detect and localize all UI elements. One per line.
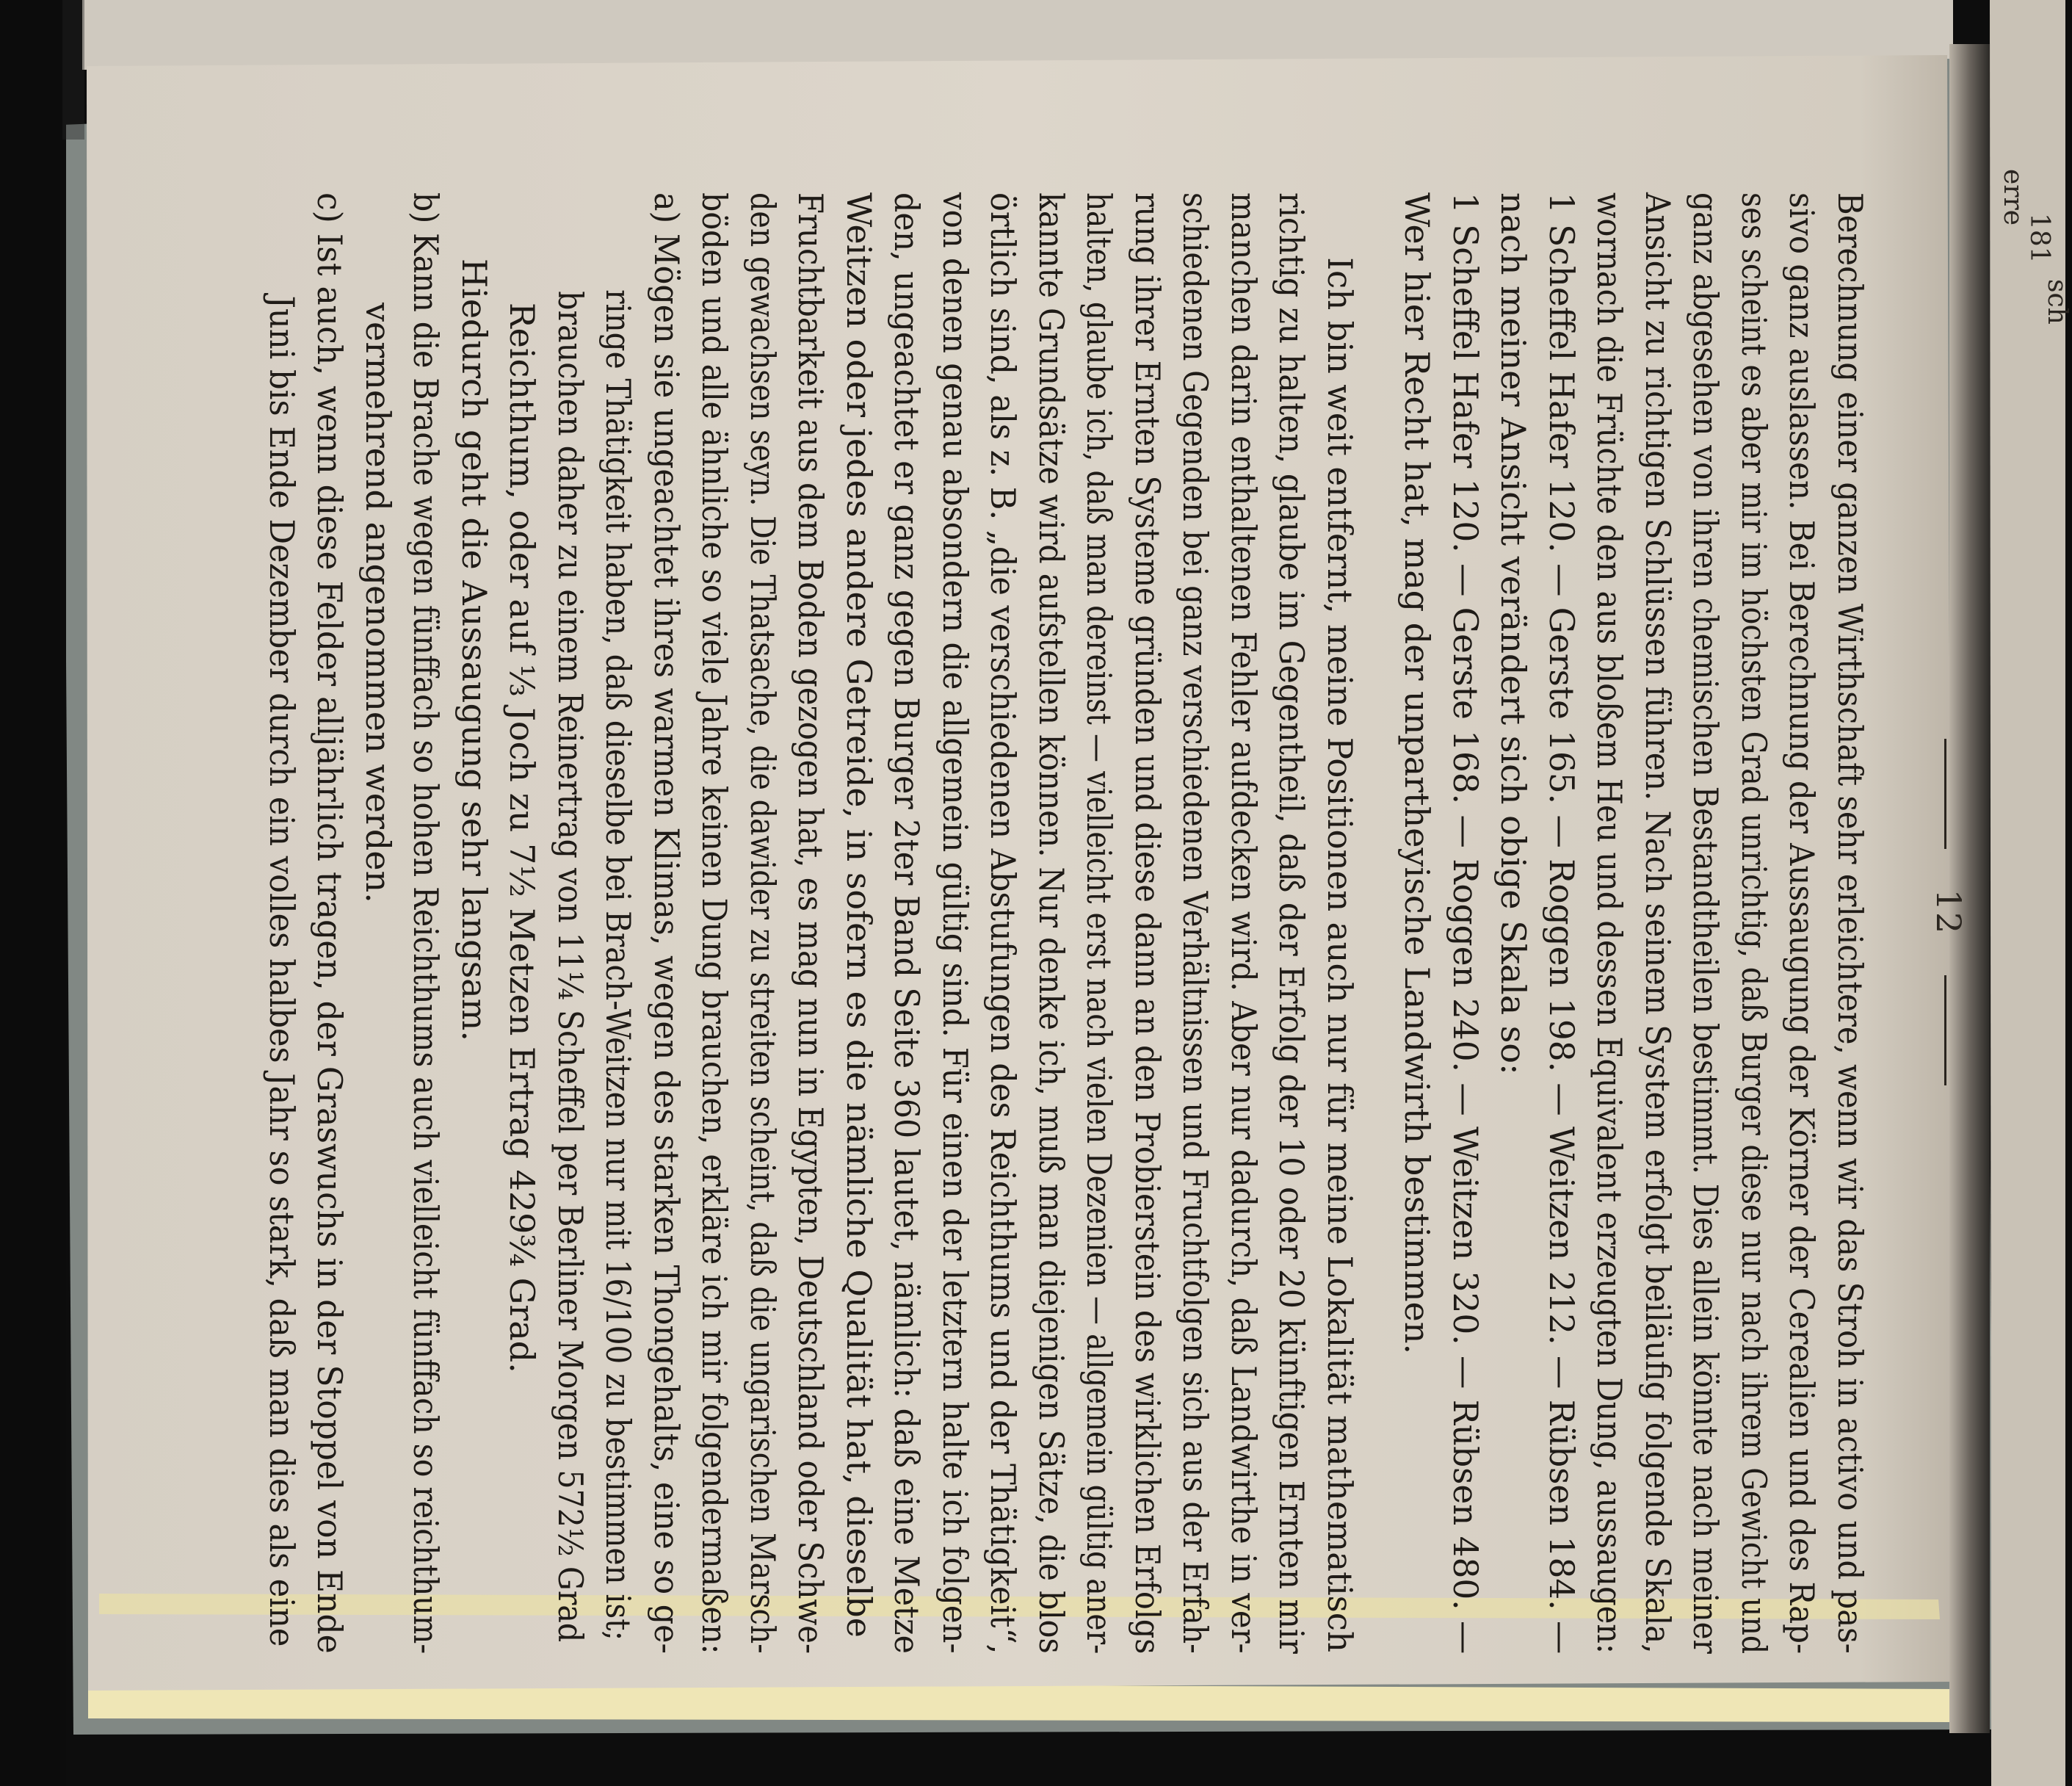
text-line bbox=[355, 192, 401, 1654]
text-line-content: Weitzen oder jedes andere Getreide, in sofern es die nämliche Qualität hat, dieselbe bbox=[839, 192, 879, 1638]
text-line bbox=[885, 192, 930, 1654]
text-line bbox=[1395, 192, 1441, 1654]
text-line-content: Ich bin weit entfernt, meine Positionen auch nur für meine Lokalität mathematisch bbox=[1320, 257, 1360, 1653]
facing-fragment: 181 bbox=[2024, 213, 2054, 264]
text-line bbox=[1635, 192, 1681, 1654]
facing-page-text bbox=[1998, 0, 2072, 1786]
text-line bbox=[1221, 192, 1267, 1654]
text-line bbox=[1828, 192, 1873, 1654]
text-line bbox=[1491, 192, 1537, 1654]
text-line-content: 1 Scheffel Hafer 120. — Gerste 168. — Roggen 240. — Weitzen 320. — Rübsen 480. — bbox=[1446, 192, 1485, 1655]
text-line-content: a) Mögen sie ungeachtet ihres warmen Klimas, wegen des starken Thongehalts, eine so ge- bbox=[647, 192, 687, 1654]
text-line-content: sivo ganz auslassen. Bei Berechnung der Aussaugung der Körner der Cerealien und des Rap- bbox=[1782, 192, 1822, 1655]
text-line bbox=[500, 192, 546, 1654]
text-line bbox=[1029, 192, 1074, 1654]
text-line-content: böden und alle ähnliche so viele Jahre keinen Dung brauchen, erkläre ich mir folgendermaßen: bbox=[695, 192, 735, 1655]
text-line-content: brauchen daher zu einem Reinertrag von 11¼ Scheffel per Berliner Morgen 572½ Grad bbox=[551, 291, 590, 1643]
text-line bbox=[1587, 192, 1633, 1654]
facing-fragment: erre bbox=[1998, 169, 2028, 226]
page-text-block bbox=[81, 90, 1983, 1735]
text-line-content: Juni bis Ende Dezember durch ein volles halbes Jahr so stark, daß man dies als eine bbox=[262, 295, 302, 1647]
text-line bbox=[404, 192, 449, 1654]
text-line bbox=[596, 192, 642, 1654]
page-number-row bbox=[1929, 90, 1968, 1735]
text-line bbox=[308, 192, 353, 1654]
text-line-content: Berechnung einer ganzen Wirthschaft sehr erleichtere, wenn wir das Stroh in activo und pas- bbox=[1830, 192, 1870, 1654]
text-line bbox=[1269, 192, 1315, 1654]
text-line-content: ganz abgesehen von ihren chemischen Bestandtheilen bestimmt. Dies allein könnte nach meiner bbox=[1686, 192, 1726, 1654]
text-line-content: Wer hier Recht hat, mag der unpartheyische Landwirth bestimmen. bbox=[1397, 192, 1438, 1355]
text-line bbox=[1780, 192, 1825, 1654]
text-line-content: kannte Grundsätze wird aufstellen können. Nur denke ich, muß man diejenigen Sätze, die blos bbox=[1032, 192, 1071, 1654]
text-line-content: schiedenen Gegenden bei ganz verschiedenen Verhältnissen und Fruchtfolgen sich aus der Erfah- bbox=[1176, 192, 1216, 1654]
text-line bbox=[259, 192, 305, 1654]
text-line-content: c) Ist auch, wenn diese Felder alljährlich tragen, der Graswuchs in der Stoppel von Ende bbox=[310, 192, 350, 1654]
text-line bbox=[1317, 192, 1363, 1654]
text-line-content: Fruchtbarkeit aus dem Boden gezogen hat, es mag nun in Egypten, Deutschland oder Schwe- bbox=[791, 192, 831, 1655]
text-line bbox=[1173, 192, 1219, 1654]
text-line bbox=[1125, 192, 1170, 1654]
text-line-content: örtlich sind, als z. B. „die verschiedenen Abstufungen des Reichthums und der Thätigkeit“, bbox=[983, 192, 1024, 1655]
text-line-content: Reichthum, oder auf ⅓ Joch zu 7½ Metzen Ertrag 429¾ Grad. bbox=[502, 303, 543, 1373]
text-line-content: richtig zu halten, glaube im Gegentheil, daß der Erfolg der 10 oder 20 künftigen Ernten mir bbox=[1272, 192, 1312, 1654]
text-line bbox=[644, 192, 689, 1654]
text-line-content: den, ungeachtet er ganz gegen Burger 2ter Band Seite 360 lautet, nämlich: daß eine Metze bbox=[887, 192, 927, 1654]
background-dark bbox=[0, 0, 66, 1786]
text-line-content: vermehrend angenommen werden. bbox=[358, 303, 398, 903]
text-line-content: Hiedurch geht die Aussaugung sehr langsam. bbox=[454, 258, 494, 1041]
text-line-content: b) Kann die Brache wegen fünffach so hohen Reichthums auch vielleicht fünffach so reichthum- bbox=[406, 192, 446, 1655]
page-number-rule-left bbox=[1945, 739, 1947, 849]
text-line bbox=[452, 192, 497, 1654]
text-line-content: den gewachsen seyn. Die Thatsache, die dawider zu streiten scheint, daß die ungarischen Marsch- bbox=[743, 192, 783, 1654]
text-line bbox=[548, 192, 593, 1654]
text-line bbox=[836, 192, 882, 1654]
text-line bbox=[981, 192, 1026, 1654]
text-line bbox=[692, 192, 738, 1654]
text-line-content: ringe Thätigkeit haben, daß dieselbe bei Brach-Weitzen nur mit 16/100 zu bestimmen ist; bbox=[598, 289, 639, 1641]
text-line-content: halten, glaube ich, daß man dereinst — vielleicht erst nach vielen Dezenien — allgemein gültig aner- bbox=[1079, 192, 1120, 1655]
text-line bbox=[1443, 192, 1488, 1654]
text-line bbox=[789, 192, 834, 1654]
text-line-content: von denen genau absondern die allgemein gültig sind. Für einen der letztern halte ich folgen- bbox=[935, 192, 975, 1654]
text-line-content: manchen darin enthaltenen Fehler aufdecken wird. Aber nur dadurch, daß Landwirthe in ver- bbox=[1224, 192, 1264, 1654]
text-line-content: Ansicht zu richtigen Schlüssen führen. Nach seinem System erfolgt beiläufig folgende Skala, bbox=[1638, 192, 1678, 1654]
text-line bbox=[1539, 192, 1584, 1654]
text-line-content: rung ihrer Ernten Systeme gründen und diese dann an den Probierstein des wirklichen Erfolgs bbox=[1128, 192, 1167, 1655]
text-line bbox=[1077, 192, 1123, 1654]
page-number: 12 bbox=[1929, 889, 1968, 936]
rotated-page bbox=[81, 90, 1983, 1735]
facing-fragment: sch bbox=[2042, 279, 2072, 325]
text-line-content: nach meiner Ansicht verändert sich obige Skala so: bbox=[1493, 192, 1534, 1075]
page-number-rule-right bbox=[1945, 975, 1947, 1085]
text-line bbox=[1731, 192, 1777, 1654]
text-line-content: wornach die Früchte den aus bloßem Heu und dessen Equivalent erzeugten Dung, aussaugen: bbox=[1590, 192, 1630, 1654]
text-line bbox=[932, 192, 978, 1654]
text-line-content: 1 Scheffel Hafer 120. — Gerste 165. — Roggen 198. — Weitzen 212. — Rübsen 184. — bbox=[1542, 192, 1582, 1655]
text-line bbox=[740, 192, 786, 1654]
text-line-content: ses scheint es aber mir im höchsten Grad unrichtig, daß Burger diese nur nach ihrem Gewicht und bbox=[1734, 192, 1774, 1655]
text-line bbox=[1684, 192, 1729, 1654]
